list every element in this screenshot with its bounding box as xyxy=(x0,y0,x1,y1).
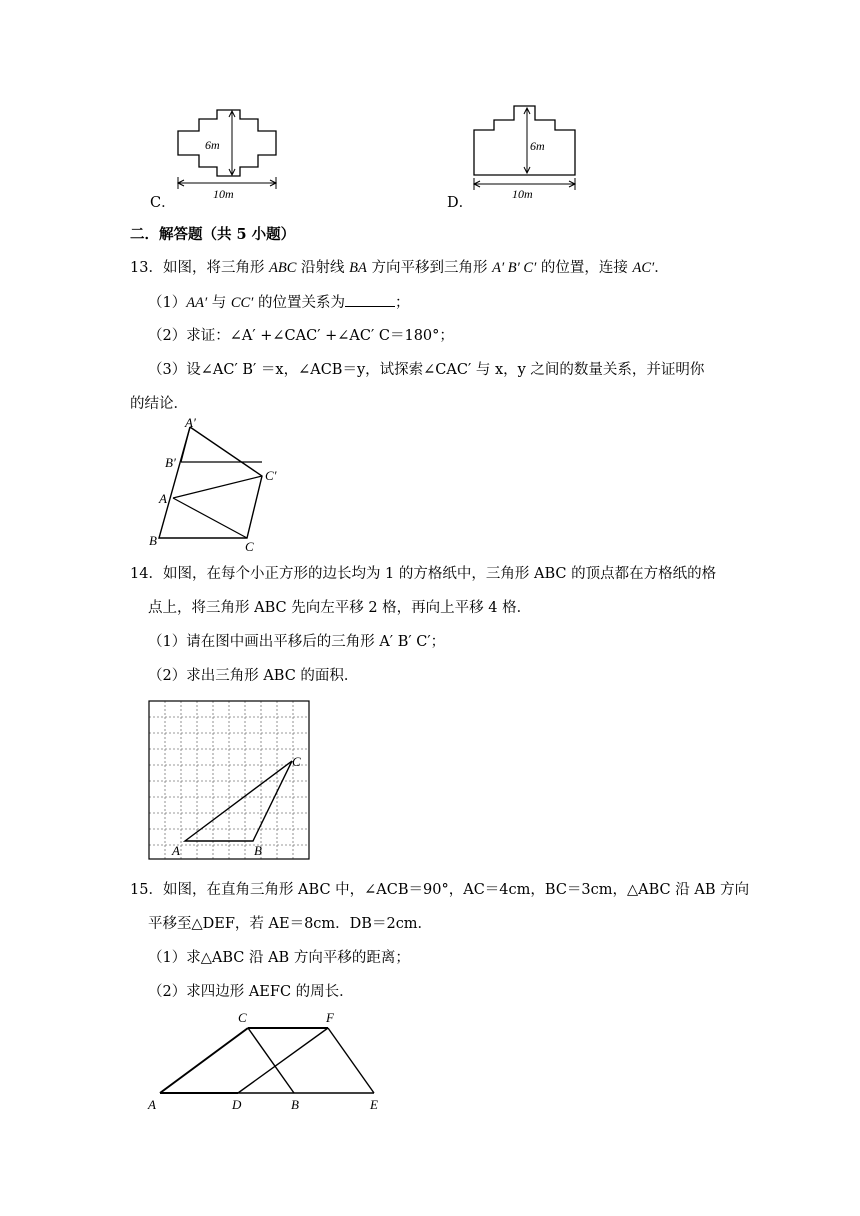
q15-part1: （1）求△ABC 沿 AB 方向平移的距离； xyxy=(148,950,410,966)
translated-triangles-diagram xyxy=(145,415,295,555)
q14-label-a: A xyxy=(172,843,180,858)
q13-label-c: C xyxy=(245,539,254,554)
q14-grid-figure xyxy=(148,700,313,862)
q13-p1-mid: 与 xyxy=(207,295,231,311)
q15-stem-line2: 平移至△DEF，若 AE＝8cm．DB＝2cm． xyxy=(148,916,433,932)
q13-label-a1: A′ xyxy=(185,415,196,430)
q13-label-b: B xyxy=(149,533,157,548)
q13-stem-abc: ABC xyxy=(269,260,297,276)
option-d-height-label: 6m xyxy=(530,139,545,153)
q15-label-f: F xyxy=(326,1010,334,1025)
step-shape-diagram xyxy=(465,100,585,200)
q13-stem xyxy=(130,258,669,278)
q13-p1-suffix: 的位置关系为 xyxy=(253,295,345,311)
q14-part1: （1）请在图中画出平移后的三角形 A′ B′ C′； xyxy=(148,634,446,650)
q15-label-b: B xyxy=(291,1097,299,1112)
q14-stem-line1: 14．如图，在每个小正方形的边长均为 1 的方格纸中，三角形 ABC 的顶点都在方格纸的格 xyxy=(130,566,717,582)
q13-stem-mid1: 沿射线 xyxy=(296,260,350,276)
grid-paper-diagram xyxy=(148,700,313,862)
q15-label-d: D xyxy=(232,1097,242,1112)
q15-figure xyxy=(140,1005,400,1115)
option-c-width-label: 10m xyxy=(213,187,234,200)
section-heading: 二．解答题（共 5 小题） xyxy=(130,226,296,243)
q15-stem-line1: 15．如图，在直角三角形 ABC 中，∠ACB＝90°，AC＝4cm，BC＝3cm，△ABC 沿 AB 方向 xyxy=(130,882,750,898)
q13-p1-cc: CC′ xyxy=(230,295,254,311)
option-c-height-label: 6m xyxy=(205,138,220,152)
q13-p1-prefix: （1） xyxy=(148,295,187,311)
q13-stem-mid2: 方向平移到三角形 xyxy=(366,260,493,276)
q15-label-e: E xyxy=(370,1097,378,1112)
q13-figure xyxy=(145,415,295,555)
translated-right-triangles-diagram xyxy=(140,1005,400,1115)
option-d-label: D． xyxy=(447,195,474,211)
q13-stem-ba: BA xyxy=(349,260,367,276)
q14-label-b: B xyxy=(254,843,262,858)
answer-blank[interactable] xyxy=(345,292,395,307)
q14-stem-line2: 点上，将三角形 ABC 先向左平移 2 格，再向上平移 4 格． xyxy=(148,600,532,616)
q13-stem-ac: AC′ xyxy=(632,260,655,276)
q13-label-b1: B′ xyxy=(165,455,176,470)
q13-part1 xyxy=(148,292,409,313)
q14-label-c: C xyxy=(292,754,301,769)
q15-label-a: A xyxy=(148,1097,156,1112)
option-d-width-label: 10m xyxy=(512,187,533,200)
q13-p1-end: ； xyxy=(394,295,410,311)
q13-p1-aa: AA′ xyxy=(186,295,208,311)
cross-shape-diagram xyxy=(170,105,285,200)
q13-stem-tri2: A′ B′ C′ xyxy=(492,260,537,276)
q13-stem-mid3: 的位置，连接 xyxy=(536,260,633,276)
q15-part2: （2）求四边形 AEFC 的周长． xyxy=(148,984,354,1000)
option-c-label: C． xyxy=(150,195,176,211)
q14-part2: （2）求出三角形 ABC 的面积． xyxy=(148,668,359,684)
q13-stem-end: ． xyxy=(654,260,669,276)
q13-label-c1: C′ xyxy=(265,468,277,483)
q13-part2: （2）求证：∠A′ +∠CAC′ +∠AC′ C＝180°； xyxy=(148,328,454,344)
option-c-figure xyxy=(170,105,285,200)
q13-part3-line1: （3）设∠AC′ B′ ＝x，∠ACB＝y，试探索∠CAC′ 与 x，y 之间的数量关系，并证明你 xyxy=(148,362,705,378)
q13-stem-prefix: 13．如图，将三角形 xyxy=(130,260,270,276)
option-d-figure xyxy=(465,100,585,200)
q13-part3-line2: 的结论． xyxy=(130,396,188,412)
q13-label-a: A xyxy=(159,491,167,506)
q15-label-c: C xyxy=(238,1010,247,1025)
